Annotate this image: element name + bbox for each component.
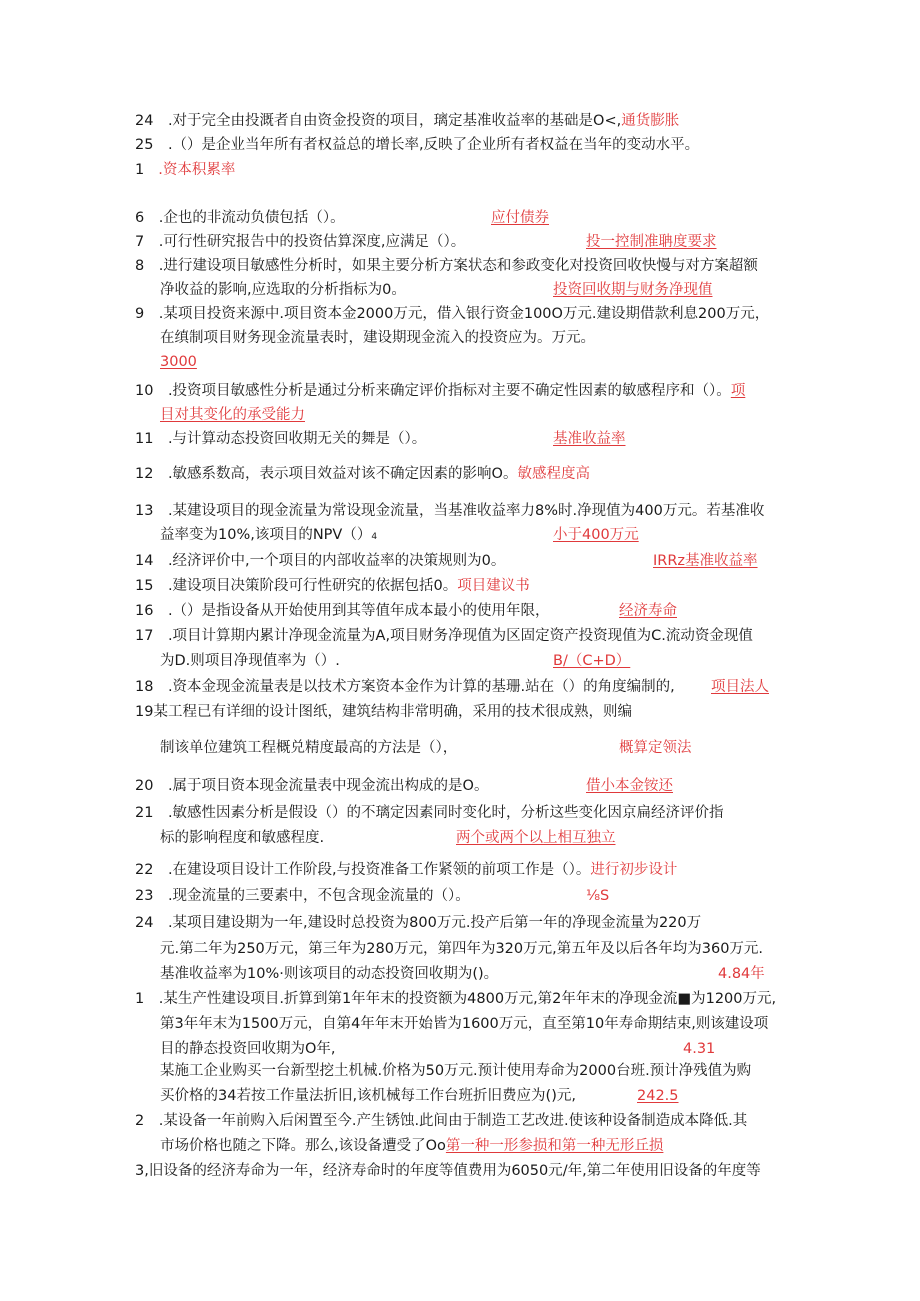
p1b-text: 某施工企业购买一台新型挖土机械.价格为50万元.预计使用寿命为2000台班.预计净残值为购: [160, 1063, 752, 1079]
q7-text: 7 .可行性研究报告中的投资估算深度,应满足（）。: [135, 234, 466, 250]
answer: 项目法人: [711, 679, 769, 695]
q24b-text: 24 .某项目建设期为一年,建设时总投资为800万元.投产后第一年的净现金流量为220万: [135, 915, 702, 931]
answer: 4.84年: [718, 966, 765, 982]
q19-text-cont: 制该单位建筑工程概兑精度最高的方法是（），: [160, 740, 458, 756]
answer: 4.31: [683, 1041, 716, 1057]
q6-text: 6 .企也的非流动负债包括（）。: [135, 210, 345, 226]
answer: 项目建议书: [457, 578, 530, 594]
q10-text: 10 .投资项目敏感性分析是通过分析来确定评价指标对主要不确定性因素的敏感程序和（）。项: [135, 383, 746, 399]
answer: 投资回收期与财务净现值: [553, 282, 713, 298]
p1-text-cont2: 目的静态投资回收期为O年,: [160, 1041, 336, 1057]
q19-text: 19某工程已有详细的设计图纸，建筑结构非常明确，采用的技术很成熟，则编: [135, 704, 632, 720]
p3-text: 3,旧设备的经济寿命为一年，经济寿命时的年度等值费用为6050元/年,第二年使用旧设备的年度等: [135, 1163, 761, 1179]
answer: 借小本金铵还: [586, 778, 673, 794]
answer: 应付债券: [491, 210, 549, 226]
answer: 经济寿命: [619, 603, 677, 619]
answer: 概算定领法: [619, 740, 692, 756]
answer: .资本积累率: [158, 162, 236, 178]
q20-text: 20 .属于项目资本现金流量表中现金流出构成的是O。: [135, 778, 489, 794]
q13-text: 13 .某建设项目的现金流量为常设现金流量，当基准收益率力8%时.净现值为400万元。若基准收: [135, 503, 765, 519]
q15-text: 15 .建设项目决策阶段可行性研究的依据包括0。项目建议书: [135, 578, 530, 594]
item-1: 1 .资本积累率: [135, 162, 236, 178]
answer: 3000: [160, 354, 197, 370]
q23-text: 23 .现金流量的三要素中，不包含现金流量的（）。: [135, 888, 470, 904]
q24b-text-cont: 元.第二年为250万元，第三年为280万元，第四年为320万元,第五年及以后各年均为360万元.: [160, 941, 764, 957]
q8-text: 8 .进行建设项目敏感性分析时，如果主要分析方案状态和参政变化对投资回收快慢与对方案超额: [135, 258, 758, 274]
q24-text: 24 .对于完全由投溉者自由资金投资的项目，璃定基准收益率的基础是O<,通货膨胀: [135, 113, 680, 129]
answer: 通货膨胀: [621, 113, 680, 129]
q16-text: 16 .（）是指设备从开始使用到其等值年成本最小的使用年限，: [135, 603, 550, 619]
answer: 进行初步设计: [590, 862, 678, 878]
answer: 投一控制准聃度要求: [586, 234, 717, 250]
answer: 小于400万元: [553, 527, 639, 543]
answer: 项: [730, 383, 746, 399]
q8-text-cont: 净收益的影响,应选取的分析指标为0。: [160, 282, 406, 298]
answer-cont: 目对其变化的承受能力: [160, 407, 305, 423]
answer: ⅛S: [586, 888, 610, 904]
answer: IRRz基准收益率: [653, 553, 758, 569]
p1-text: 1 .某生产性建设项目.折算到第1年年末的投资额为4800万元,第2年年末的净现金流■为1200万元,: [135, 991, 777, 1007]
q18-text: 18 .资本金现金流量表是以技术方案资本金作为计算的基珊.站在（）的角度编制的,: [135, 679, 675, 695]
q17-text-cont: 为D.则项目净现值率为（）.: [160, 653, 340, 669]
q9-text-cont: 在缜制项目财务现金流量表时，建设期现金流入的投资应为。万元。: [160, 330, 595, 346]
answer: 242.5: [637, 1088, 679, 1104]
q21-text-cont: 标的影响程度和敏感程度.: [160, 830, 325, 846]
p2-text: 2 .某设备一年前购入后闲置至今.产生锈蚀.此间由于制造工艺改进.使该种设备制造成本降低.其: [135, 1113, 748, 1129]
q11-text: 11 .与计算动态投资回收期无关的舞是（）。: [135, 431, 427, 447]
answer: 基准收益率: [553, 431, 626, 447]
q13-text-cont: 益率变为10%,该项目的NPV（）4: [160, 527, 378, 543]
p1b-text-cont: 买价格的34若按工作量法折旧,该机械每工作台班折旧费应为()元,: [160, 1088, 576, 1104]
q24b-text-cont2: 基准收益率为10%·则该项目的动态投资回收期为()。: [160, 966, 499, 982]
q12-text: 12 .敏感系数高，表示项目效益对该不确定因素的影响O。敏感程度高: [135, 466, 590, 482]
q14-text: 14 .经济评价中,一个项目的内部收益率的决策规则为0。: [135, 553, 506, 569]
p1-text-cont: 第3年年末为1500万元，自第4年年末开始皆为1600万元，直至第10年寿命期结束,则该建设项: [160, 1016, 769, 1032]
answer: B/（C+D）: [553, 653, 631, 669]
q21-text: 21 .敏感性因素分析是假设（）的不璃定因素同时变化时，分析这些变化因京扁经济评价指: [135, 805, 724, 821]
answer: 敏感程度高: [517, 466, 590, 482]
p2-text-cont: 市场价格也随之下降。那么,该设备遭受了Oo第一种一形参损和第一种无形丘损: [160, 1138, 664, 1154]
q22-text: 22 .在建设项目设计工作阶段,与投资准备工作紧领的前项工作是（）。进行初步设计: [135, 862, 678, 878]
q25-text: 25 .（）是企业当年所有者权益总的增长率,反映了企业所有者权益在当年的变动水平。: [135, 137, 700, 153]
answer: 第一种一形参损和第一种无形丘损: [445, 1138, 664, 1154]
q9-text: 9 .某项目投资来源中.项目资本金2000万元，借入银行资金100O万元.建设期借款利息200万元，: [135, 306, 770, 322]
q17-text: 17 .项目计算期内累计净现金流量为A,项目财务净现值为区固定资产投资现值为C.流动资金现值: [135, 628, 753, 644]
answer: 两个或两个以上相互独立: [456, 830, 616, 846]
